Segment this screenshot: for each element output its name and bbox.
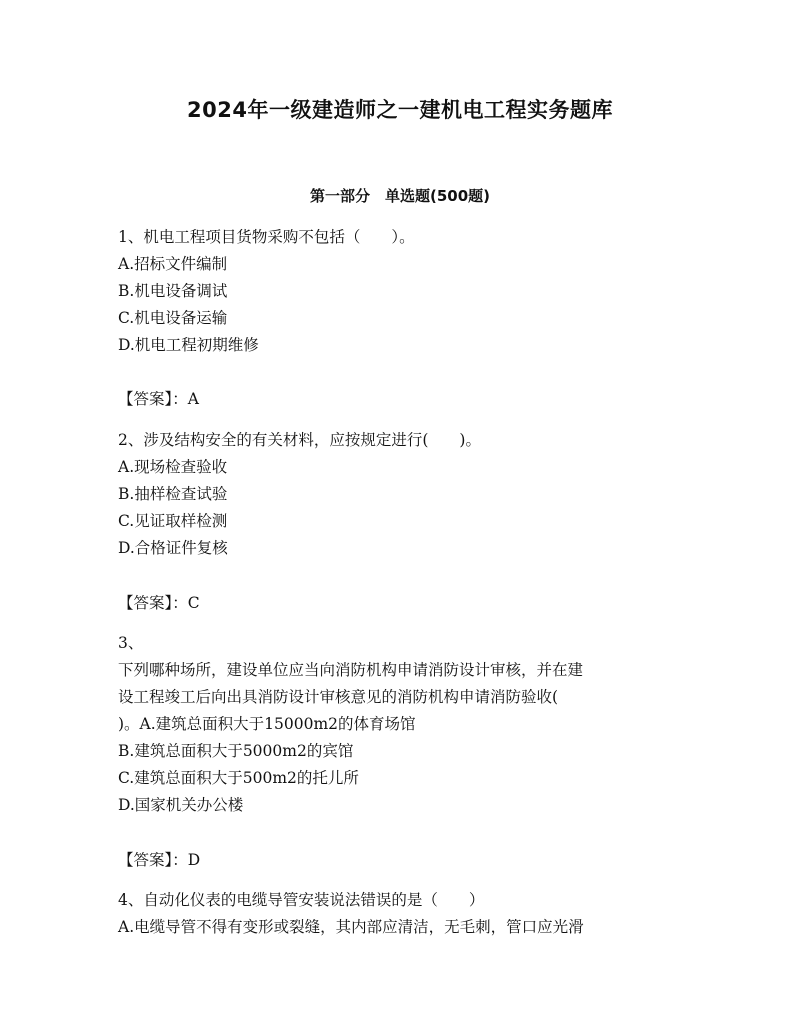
question-1-option-b: B.机电设备调试 [118,282,228,300]
question-2-answer: 【答案】：C [118,594,200,612]
page-title: 2024年一级建造师之一建机电工程实务题库 [187,98,613,122]
section-heading: 第一部分 单选题(500题) [309,187,491,205]
question-3-option-d: D.国家机关办公楼 [118,796,244,814]
question-1-answer: 【答案】：A [118,390,199,408]
question-1-option-c: C.机电设备运输 [118,309,228,327]
question-4-stem: 4、自动化仪表的电缆导管安装说法错误的是（ ） [118,891,485,909]
question-3-option-b: B.建筑总面积大于5000m2的宾馆 [118,742,354,760]
question-3-stem-line-1: 下列哪种场所，建设单位应当向消防机构申请消防设计审核，并在建 [118,661,584,679]
question-1-stem: 1、机电工程项目货物采购不包括（ ）。 [118,228,415,246]
question-2-option-c: C.见证取样检测 [118,512,228,530]
question-4-option-a: A.电缆导管不得有变形或裂缝，其内部应清洁，无毛刺，管口应光滑 [118,918,584,936]
question-3-answer: 【答案】：D [118,851,201,869]
question-1-option-d: D.机电工程初期维修 [118,336,259,354]
question-2-stem: 2、涉及结构安全的有关材料，应按规定进行( )。 [118,431,481,449]
question-1-option-a: A.招标文件编制 [118,255,228,273]
question-3-stem-line-2: 设工程竣工后向出具消防设计审核意见的消防机构申请消防验收( [118,688,559,706]
question-3-number: 3、 [118,634,144,652]
question-3-option-c: C.建筑总面积大于500m2的托儿所 [118,769,359,787]
question-3-stem-line-3: )。A.建筑总面积大于15000m2的体育场馆 [118,715,416,733]
question-2-option-d: D.合格证件复核 [118,539,228,557]
question-2-option-b: B.抽样检查试验 [118,485,228,503]
question-2-option-a: A.现场检查验收 [118,458,228,476]
